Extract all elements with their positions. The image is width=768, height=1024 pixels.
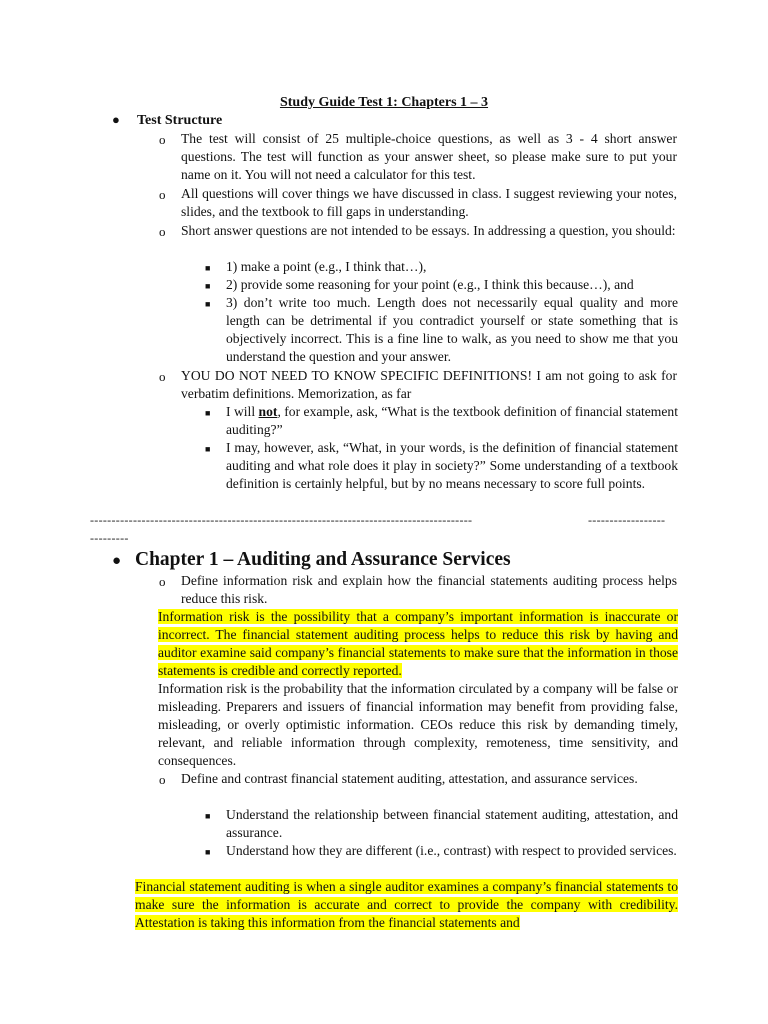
separator-line: ----------------------------------------------------------------------------------------- bbox=[90, 513, 473, 527]
square-bullet-icon: ■ bbox=[205, 263, 211, 273]
circle-bullet-icon: o bbox=[159, 132, 166, 147]
circle-bullet-icon: o bbox=[159, 187, 166, 202]
list-item: 1) make a point (e.g., I think that…), bbox=[226, 259, 427, 274]
separator-line: --------- bbox=[90, 531, 129, 545]
list-item: Understand the relationship between financial statement auditing, attestation, and assurance. bbox=[226, 807, 678, 840]
list-item: The test will consist of 25 multiple-choice questions, as well as 3 - 4 short answer questions. The test will function as your answer sheet, so please make sure to put your name on it. You will not need a calculator for this test. bbox=[181, 131, 677, 182]
square-bullet-icon: ■ bbox=[205, 408, 211, 418]
text-run: , for example, ask, “What is the textbook definition of financial statement auditing?” bbox=[226, 404, 678, 437]
text-run: I will bbox=[226, 404, 259, 419]
question-item: Define and contrast financial statement auditing, attestation, and assurance services. bbox=[181, 771, 638, 786]
square-bullet-icon: ■ bbox=[205, 444, 211, 454]
emphasis-not: not bbox=[258, 404, 278, 419]
list-item: I may, however, ask, “What, in your words, is the definition of financial statement auditing and what role does it play in society?” Some understanding of a textbook definition is certainly helpful, but by no means necessary to score full points. bbox=[226, 440, 678, 491]
page-title: Study Guide Test 1: Chapters 1 – 3 bbox=[279, 95, 489, 110]
answer-highlighted bbox=[158, 608, 678, 680]
answer-paragraph: Information risk is the probability that the information circulated by a company will be false or misleading. Preparers and issuers of financial information may benefit from providing false, misleading, or overly optimistic information. CEOs reduce this risk by demanding timely, relevant, and reliable information through complexity, remoteness, time sensitivity, and consequences. bbox=[158, 681, 678, 768]
circle-bullet-icon: o bbox=[159, 574, 166, 589]
highlighted-text: Information risk is the possibility that a company’s important information is inaccurate or incorrect. The financial statement auditing process helps to reduce this risk by having and auditor examine said company’s financial statements to make sure that the information in those statements is credible and correctly reported. bbox=[158, 609, 678, 678]
list-item: 3) don’t write too much. Length does not necessarily equal quality and more length can be detrimental if you contradict yourself or state something that is objectively incorrect. This is a fine line to walk, as you need to show me that you understand the question and your answer. bbox=[226, 295, 678, 364]
list-item: YOU DO NOT NEED TO KNOW SPECIFIC DEFINITIONS! I am not going to ask for verbatim definitions. Memorization, as far bbox=[181, 368, 677, 401]
list-item: Short answer questions are not intended to be essays. In addressing a question, you should: bbox=[181, 223, 676, 238]
highlighted-text: Financial statement auditing is when a single auditor examines a company’s financial statements to make sure the information is accurate and correct to provide the company with credibility. Attestation is taking this information from the financial statements and bbox=[135, 879, 678, 930]
square-bullet-icon: ■ bbox=[205, 299, 211, 309]
section-heading-test-structure: Test Structure bbox=[137, 113, 223, 128]
square-bullet-icon: ■ bbox=[205, 281, 211, 291]
list-item: 2) provide some reasoning for your point (e.g., I think this because…), and bbox=[226, 277, 634, 292]
chapter-heading: Chapter 1 – Auditing and Assurance Services bbox=[135, 549, 511, 570]
circle-bullet-icon: o bbox=[159, 369, 166, 384]
separator-line: ------------------ bbox=[588, 513, 666, 527]
bullet-dot-icon: ● bbox=[112, 112, 120, 127]
bullet-dot-icon: ● bbox=[112, 553, 122, 569]
square-bullet-icon: ■ bbox=[205, 847, 211, 857]
list-item bbox=[226, 403, 678, 439]
question-item: Define information risk and explain how the financial statements auditing process helps reduce this risk. bbox=[181, 573, 677, 606]
square-bullet-icon: ■ bbox=[205, 811, 211, 821]
circle-bullet-icon: o bbox=[159, 772, 166, 787]
answer-highlighted bbox=[135, 878, 678, 932]
list-item: Understand how they are different (i.e., contrast) with respect to provided services. bbox=[226, 843, 677, 858]
list-item: All questions will cover things we have discussed in class. I suggest reviewing your notes, slides, and the textbook to fill gaps in understanding. bbox=[181, 186, 677, 219]
circle-bullet-icon: o bbox=[159, 224, 166, 239]
